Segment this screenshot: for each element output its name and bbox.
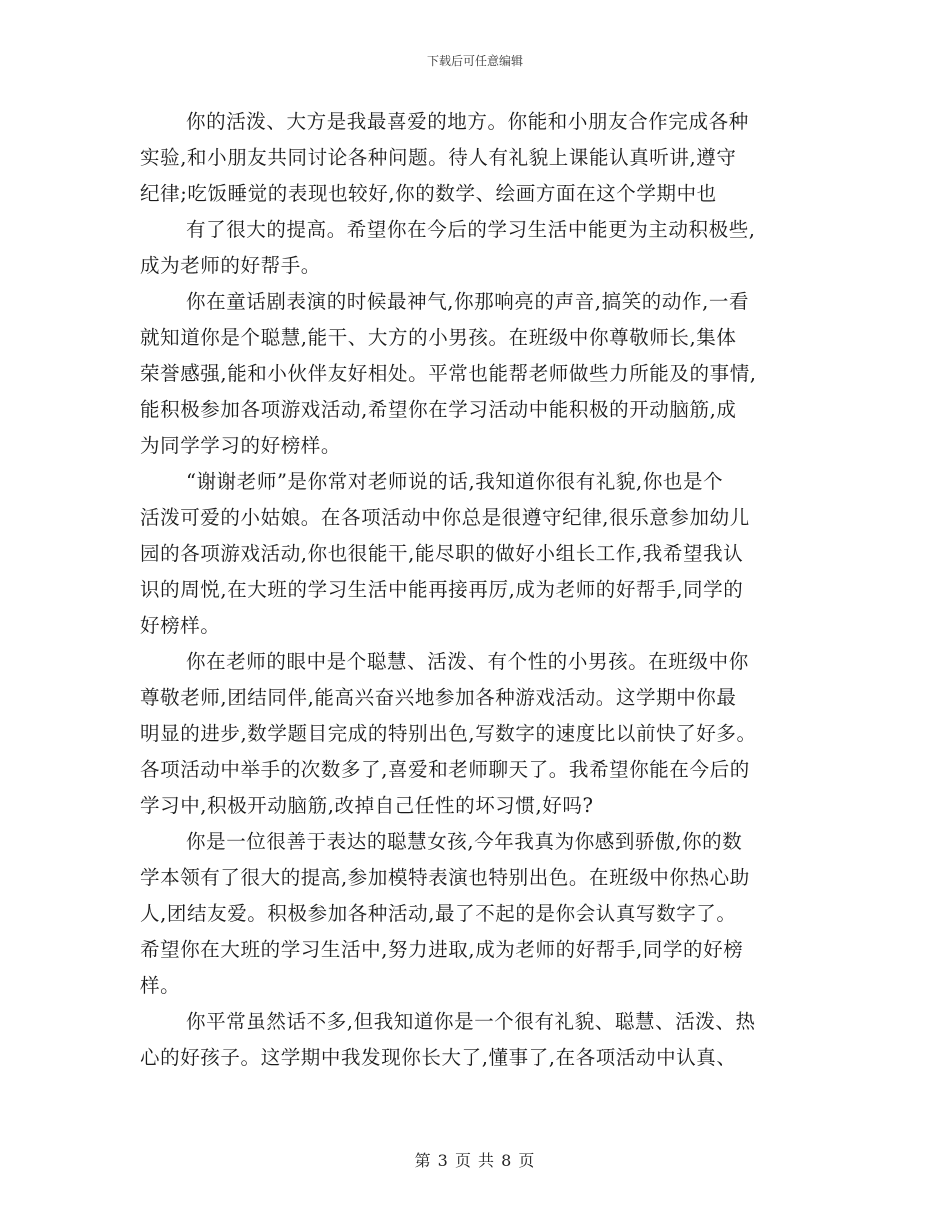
text-line: 学习中,积极开动脑筋,改掉自己任性的坏习惯,好吗? [140,794,594,817]
text-line: 样。 [140,974,181,997]
paragraph [140,284,815,464]
page-header: 下载后可任意编辑 [426,54,523,68]
text-line: 实验,和小朋友共同讨论各种问题。待人有礼貌上课能认真听讲,遵守 [140,146,737,169]
paragraph [140,1004,815,1076]
text-line: 荣誉感强,能和小伙伴友好相处。平常也能帮老师做些力所能及的事情, [140,362,757,385]
paragraph [140,104,815,212]
document-body [140,104,815,1076]
text-line: “谢谢老师”是你常对老师说的话,我知道你很有礼貌,你也是个 [186,470,724,493]
text-line: 活泼可爱的小姑娘。在各项活动中你总是很遵守纪律,很乐意参加幼儿 [140,506,750,529]
text-line: 各项活动中举手的次数多了,喜爱和老师聊天了。我希望你能在今后的 [140,758,750,781]
text-line: 好榜样。 [140,614,221,637]
paragraph [140,644,815,824]
paragraph [140,824,815,1004]
text-line: 有了很大的提高。希望你在今后的学习生活中能更为主动积极些, [186,218,756,241]
text-line: 识的周悦,在大班的学习生活中能再接再厉,成为老师的好帮手,同学的 [140,578,744,601]
text-line: 纪律;吃饭睡觉的表现也较好,你的数学、绘画方面在这个学期中也 [140,182,717,205]
text-line: 你在老师的眼中是个聪慧、活泼、有个性的小男孩。在班级中你 [186,650,749,673]
text-line: 你的活泼、大方是我最喜爱的地方。你能和小朋友合作完成各种 [186,110,749,133]
text-line: 尊敬老师,团结同伴,能高兴奋兴地参加各种游戏活动。这学期中你最 [140,686,737,709]
text-line: 人,团结友爱。积极参加各种活动,最了不起的是你会认真写数字了。 [140,902,737,925]
text-line: 就知道你是个聪慧,能干、大方的小男孩。在班级中你尊敬师长,集体 [140,326,737,349]
text-line: 能积极参加各项游戏活动,希望你在学习活动中能积极的开动脑筋,成 [140,398,737,421]
text-line: 成为老师的好帮手。 [140,254,321,277]
text-line: 为同学学习的好榜样。 [140,434,342,457]
text-line: 学本领有了很大的提高,参加模特表演也特别出色。在班级中你热心助 [140,866,750,889]
text-line: 心的好孩子。这学期中我发现你长大了,懂事了,在各项活动中认真、 [140,1046,737,1069]
text-line: 你是一位很善于表达的聪慧女孩,今年我真为你感到骄傲,你的数 [186,830,743,853]
text-line: 希望你在大班的学习生活中,努力进取,成为老师的好帮手,同学的好榜 [140,938,744,961]
text-line: 明显的进步,数学题目完成的特别出色,写数字的速度比以前快了好多。 [140,722,757,745]
text-line: 你在童话剧表演的时候最神气,你那响亮的声音,搞笑的动作,一看 [186,290,750,313]
text-line: 园的各项游戏活动,你也很能干,能尽职的做好小组长工作,我希望我认 [140,542,744,565]
paragraph [140,212,815,284]
paragraph [140,464,815,644]
text-line: 你平常虽然话不多,但我知道你是一个很有礼貌、聪慧、活泼、热 [186,1010,756,1033]
page-number: 第 3 页 共 8 页 [414,1151,536,1170]
